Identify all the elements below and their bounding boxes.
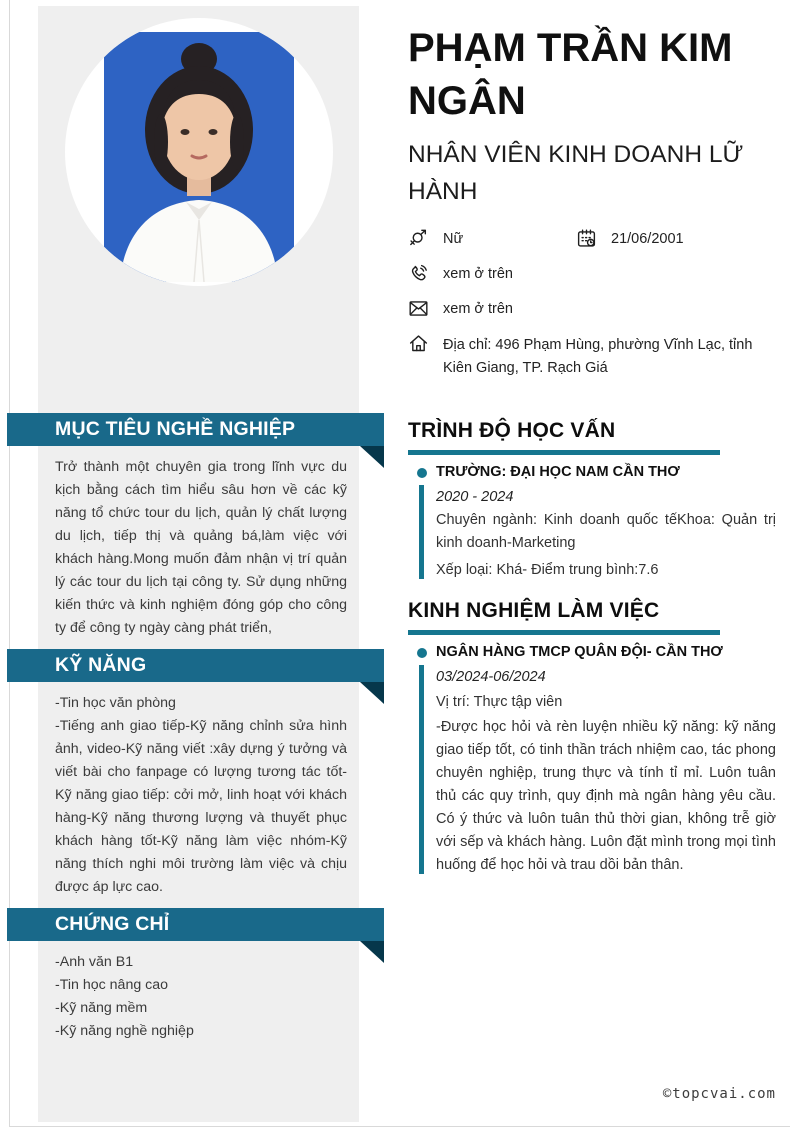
section-skills-header (7, 649, 384, 682)
header-fold-icon (360, 941, 384, 963)
phone-icon (408, 263, 429, 284)
education-heading: TRÌNH ĐỘ HỌC VẤN (408, 419, 720, 455)
header-fold-icon (360, 446, 384, 468)
home-icon (408, 333, 429, 354)
education-period: 2020 - 2024 (436, 489, 514, 505)
section-objective-header (7, 413, 384, 446)
section-certificates-header (7, 908, 384, 941)
section-certificates-title: CHỨNG CHỈ (55, 913, 170, 935)
timeline-bullet (417, 468, 427, 478)
section-objective (38, 413, 359, 649)
contact-row (408, 333, 776, 380)
address-value: Địa chỉ: 496 Phạm Hùng, phường Vĩnh Lạc, tỉnh Kiên Giang, TP. Rạch Giá (443, 337, 753, 376)
experience-position: Vị trí: Thực tập viên (436, 694, 563, 710)
education-detail: Chuyên ngành: Kinh doanh quốc tếKhoa: Quản trị kinh doanh-Marketing (436, 512, 776, 551)
gender-value: Nữ (443, 231, 464, 247)
section-skills (38, 649, 359, 908)
experience-period: 03/2024-06/2024 (436, 669, 546, 685)
section-skills-body (38, 682, 359, 908)
contact-row (408, 263, 776, 285)
section-certificates (38, 908, 359, 1043)
certificate-item: -Kỹ năng mềm (55, 1000, 148, 1016)
calendar-icon (576, 228, 597, 249)
experience-company: NGÂN HÀNG TMCP QUÂN ĐỘI- CẦN THƠ (436, 644, 723, 660)
birthday-value: 21/06/2001 (611, 231, 684, 247)
education-school: TRƯỜNG: ĐẠI HỌC NAM CẦN THƠ (436, 464, 680, 480)
certificate-item: -Anh văn B1 (55, 954, 134, 970)
contact-gender (408, 228, 576, 250)
contact-phone (408, 263, 513, 285)
section-certificates-body (38, 941, 359, 1043)
objective-paragraph: Trở thành một chuyên gia trong lĩnh vực du kịch bằng cách tìm hiểu sâu hơn về các kỹ năng tổ chức tour du lịch, quản lý chất lượng du lịch, tiếp thị và quảng bá,làm việc với khách hàng.Mong muốn đảm nhận vị trí quản lý các tour du lịch tại công ty. Sử dụng những kiến thức và kinh nghiệm đóng góp cho công ty để công ty ngày càng phát triển, (55, 459, 347, 636)
contact-row (408, 298, 776, 320)
gender-icon (408, 228, 429, 249)
timeline-bar (419, 485, 424, 579)
contact-email (408, 298, 513, 320)
experience-description: -Được học hỏi và rèn luyện nhiều kỹ năng: kỹ năng giao tiếp tốt, có tinh thần trách nhiệm cao, tác phong chuyên nghiệp, trung thực và tính tỉ mỉ. Luôn tuân thủ các quy trình, quy định mà ngân hàng yêu cầu. Có ý thức và luôn tuân thủ thời gian, không trễ giờ với sếp và khách hàng. Luôn đặt mình trong mọi tình huống để học hỏi và trau dồi bản thân. (436, 719, 776, 873)
phone-value: xem ở trên (443, 266, 513, 282)
contact-address (408, 333, 773, 380)
skills-item: -Tiếng anh giao tiếp-Kỹ năng chỉnh sửa hình ảnh, video-Kỹ năng viết :xây dựng ý tưởng và viết bài cho fanpage có lượng tương tác tốt-Kỹ năng giao tiếp: cởi mở, linh hoạt với khách hàng-Kỹ năng thương lượng và thuyết phục khách hàng tốt-Kỹ năng làm việc nhóm-Kỹ năng thích nghi môi trường làm việc và chịu được áp lực cao. (55, 718, 347, 895)
header-fold-icon (360, 682, 384, 704)
candidate-name: PHẠM TRẦN KIM NGÂN (408, 26, 733, 123)
main-column (408, 0, 776, 877)
profile-photo (104, 32, 294, 282)
sidebar-spacer (38, 286, 359, 413)
experience-entry (408, 643, 776, 877)
contact-row (408, 228, 776, 250)
timeline-bullet (417, 648, 427, 658)
mail-icon (408, 298, 429, 319)
job-title: NHÂN VIÊN KINH DOANH LỮ HÀNH (408, 141, 744, 205)
profile-photo-frame (65, 18, 333, 286)
experience-heading: KINH NGHIỆM LÀM VIỆC (408, 599, 720, 635)
timeline-bar (419, 665, 424, 874)
contact-birthday (576, 228, 684, 250)
certificate-item: -Tin học nâng cao (55, 977, 169, 993)
section-objective-body (38, 446, 359, 649)
education-entry (408, 463, 776, 582)
person-portrait-illustration (104, 32, 294, 282)
certificate-item: -Kỹ năng nghề nghiệp (55, 1023, 194, 1039)
page-border-left (9, 0, 10, 1127)
skills-item: -Tin học văn phòng (55, 695, 176, 711)
sidebar (38, 6, 359, 1122)
section-skills-title: KỸ NĂNG (55, 654, 147, 676)
contact-info (408, 228, 776, 380)
page-border-bottom (9, 1126, 790, 1127)
watermark: ©topcvai.com (662, 1086, 776, 1102)
education-grade: Xếp loại: Khá- Điểm trung bình:7.6 (436, 562, 659, 578)
email-value: xem ở trên (443, 301, 513, 317)
section-objective-title: MỤC TIÊU NGHỀ NGHIỆP (55, 418, 296, 440)
